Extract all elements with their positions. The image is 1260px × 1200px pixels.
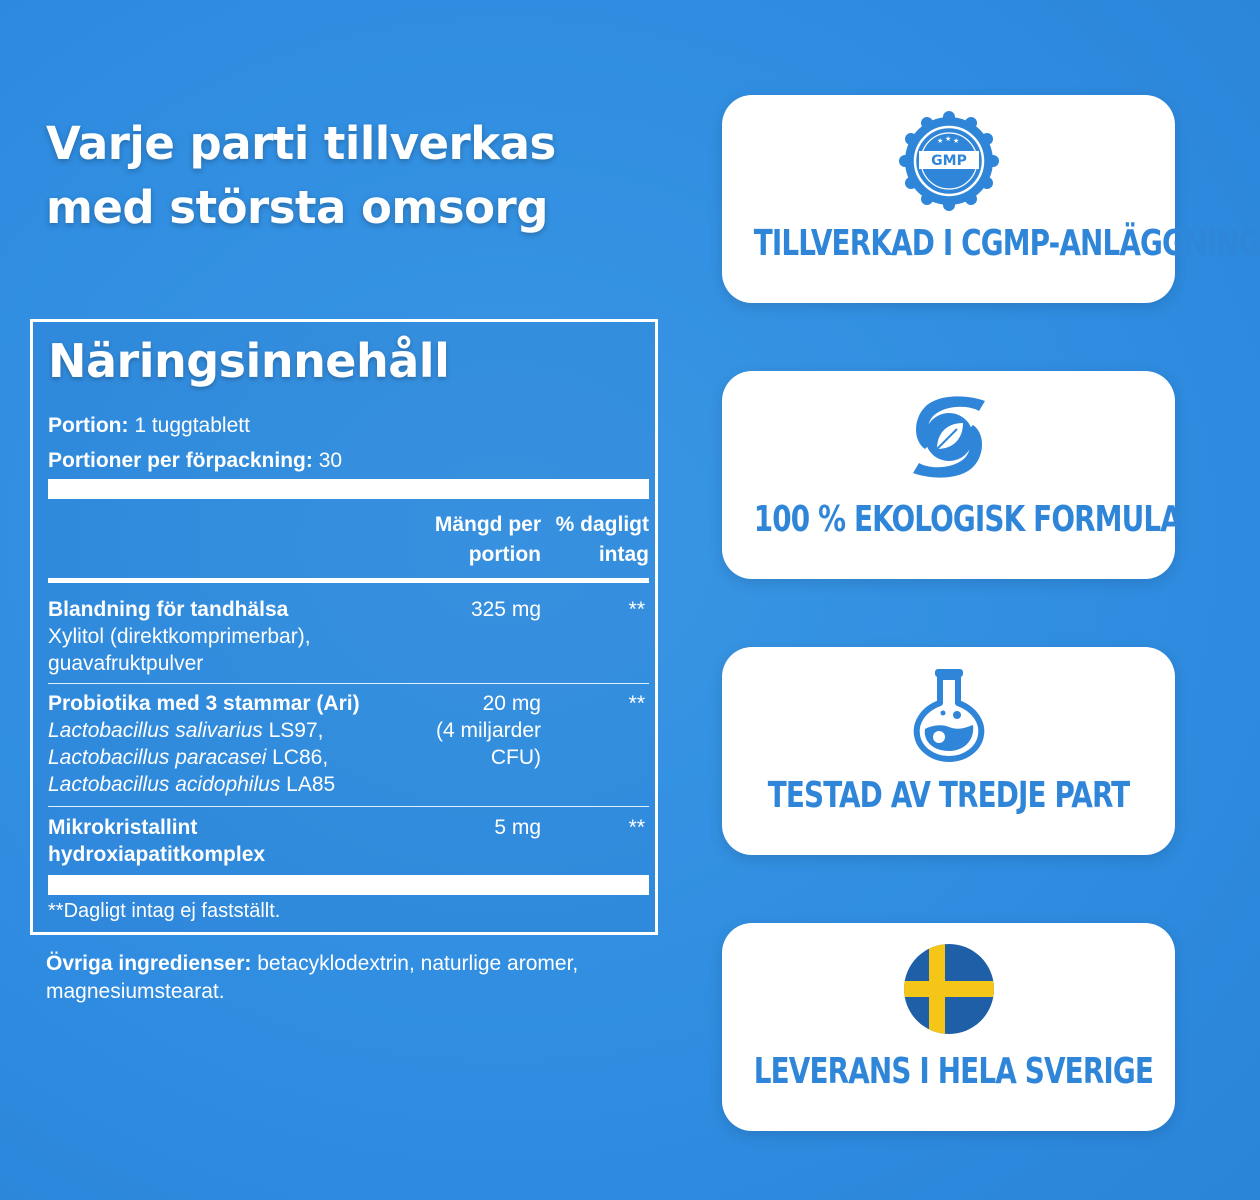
gmp-seal-text: GMP	[930, 153, 967, 169]
serving-size	[48, 414, 250, 438]
other-ingredients-label: Övriga ingredienser:	[46, 952, 252, 975]
badge-label: TILLVERKAD I CGMP-ANLÄGGNING	[753, 223, 1260, 264]
row-detail-line: Xylitol (direktkomprimerbar),	[48, 625, 311, 648]
divider-thin	[48, 806, 649, 807]
serving-size-label: Portion:	[48, 414, 129, 437]
column-header-amount	[393, 510, 541, 570]
badge-gmp	[722, 95, 1260, 303]
row-daily-value: **	[628, 816, 645, 839]
badge-label: TESTAD AV TREDJE PART	[767, 775, 1130, 816]
badge-organic	[722, 371, 1181, 579]
svg-text:★: ★	[952, 138, 959, 145]
table-row	[48, 690, 649, 802]
column-header-dv-line-2: intag	[598, 543, 649, 566]
column-header-amount-line-1: Mängd per	[434, 513, 541, 536]
svg-text:★: ★	[936, 138, 943, 145]
column-header-daily-value	[543, 510, 649, 570]
headline-line-1: Varje parti tillverkas	[46, 117, 556, 170]
table-row	[48, 814, 649, 870]
strain-name: Lactobacillus acidophilus	[48, 773, 281, 796]
facts-title: Näringsinnehåll	[48, 334, 450, 388]
svg-text:★: ★	[944, 136, 951, 143]
row-amount-line: (4 miljarder	[435, 719, 541, 742]
row-name	[48, 814, 428, 868]
row-amount-line: CFU)	[490, 746, 541, 769]
lab-flask-icon	[899, 663, 999, 768]
badge-delivery	[722, 923, 1175, 1131]
badge-label: 100 % EKOLOGISK FORMULA	[753, 499, 1181, 540]
row-amount	[436, 690, 541, 771]
row-amount: 5 mg	[494, 816, 541, 839]
row-amount: 325 mg	[470, 598, 541, 621]
column-header-amount-line-2: portion	[468, 543, 541, 566]
servings-value: 30	[312, 449, 343, 472]
row-name	[48, 690, 428, 798]
headline	[46, 112, 686, 240]
divider-medium	[48, 578, 649, 583]
other-ingredients-text: betacyklodextrin, naturlige aromer, magnesiumstearat.	[46, 952, 579, 1003]
nutrition-facts-panel	[30, 319, 658, 935]
strain-name: Lactobacillus salivarius	[48, 719, 263, 742]
row-name	[48, 596, 428, 677]
gmp-seal-icon	[899, 111, 999, 216]
serving-size-value: 1 tuggtablett	[128, 414, 250, 437]
footnote: **Dagligt intag ej fastställt.	[48, 900, 281, 922]
servings-label: Portioner per förpackning:	[48, 449, 313, 472]
servings-per-container	[48, 449, 342, 473]
strain-code: LA85	[280, 773, 336, 796]
column-header-dv-line-1: % dagligt	[555, 513, 649, 536]
organic-leaf-icon	[899, 387, 999, 492]
row-title-line: hydroxiapatitkomplex	[48, 843, 266, 866]
strain-code: LS97,	[262, 719, 324, 742]
divider-thick	[48, 479, 649, 499]
divider-thick	[48, 875, 649, 895]
badge-lab-tested	[722, 647, 1175, 855]
strain-name: Lactobacillus paracasei	[48, 746, 267, 769]
other-ingredients	[46, 950, 626, 1006]
row-title: Blandning för tandhälsa	[48, 598, 289, 621]
divider-thin	[48, 683, 649, 684]
row-title: Probiotika med 3 stammar (Ari)	[48, 692, 360, 715]
badge-label: LEVERANS I HELA SVERIGE	[753, 1051, 1154, 1092]
row-detail-line: guavafruktpulver	[48, 652, 204, 675]
row-daily-value: **	[628, 692, 645, 715]
row-amount-line: 20 mg	[482, 692, 541, 715]
swedish-flag-icon	[899, 939, 999, 1044]
table-row	[48, 596, 649, 676]
headline-line-2: med största omsorg	[46, 181, 548, 234]
strain-code: LC86,	[266, 746, 329, 769]
row-title-line: Mikrokristallint	[48, 816, 198, 839]
row-daily-value: **	[628, 598, 645, 621]
